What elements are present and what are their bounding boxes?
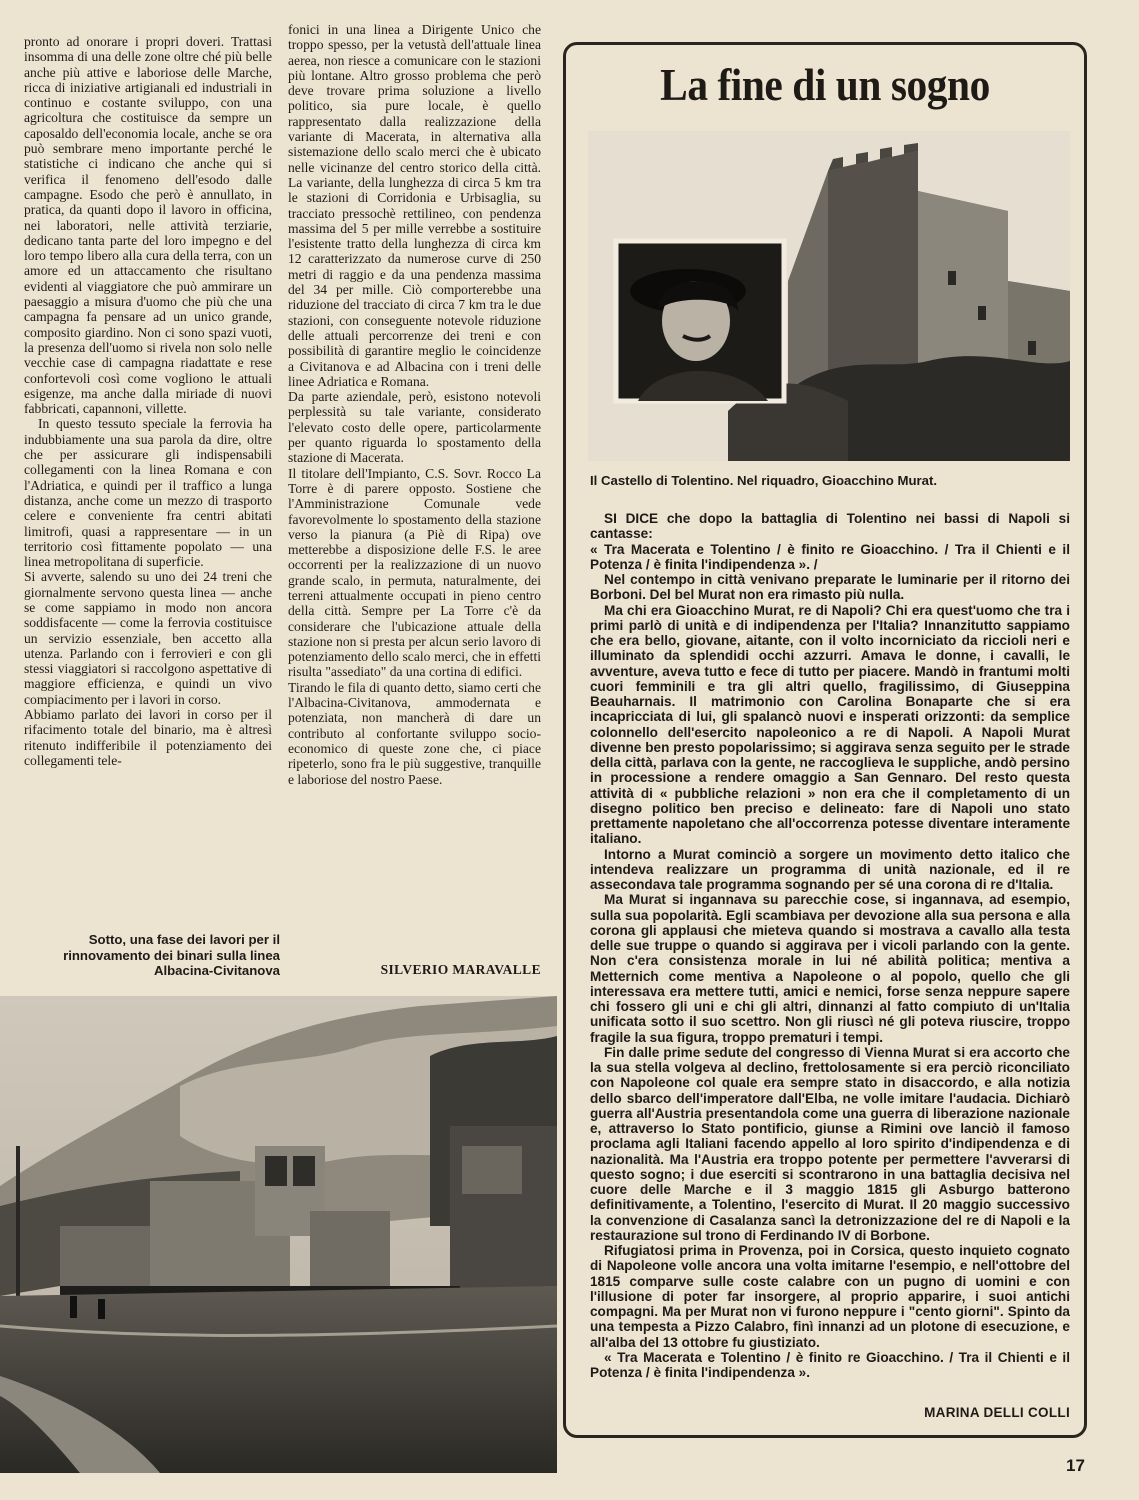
castle-photo-caption: Il Castello di Tolentino. Nel riquadro, Gioacchino Murat.	[590, 473, 938, 488]
paragraph: Da parte aziendale, però, esistono notevoli perplessità su tale variante, considerato l'elevato costo delle opere, particolarmente per quanto riguarda lo spostamento della stazione di Macerata.	[288, 389, 541, 466]
sidebar-author-signature: MARINA DELLI COLLI	[924, 1405, 1070, 1420]
page-number: 17	[1066, 1456, 1085, 1475]
paragraph: « Tra Macerata e Tolentino / è finito re Gioacchino. / Tra il Chienti e il Potenza / è finita l'indipendenza ».	[590, 1349, 1070, 1380]
paragraph: pronto ad onorare i propri doveri. Trattasi insomma di una delle zone oltre ché più belle anche più attive e laboriose delle Marche, ricca di iniziative artigianali ed industriali in continuo e costante sviluppo, con una agricoltura che costituisce da sempre un caposaldo dell'economia locale, anche se ora può sembrare meno importante perché le statistiche ci indicano che anche qui si verifica il fenomeno dell'esodo dalle campagne. Esodo che però è annullato, in pratica, da quanti dopo il lavoro in officina, nei laboratori, nelle attività terziarie, dedicano tanta parte del loro impegno e del loro tempo libero alla cura della terra, con un amore ed un attaccamento che risultano evidenti al viaggiatore che può ammirare un paesaggio a misura d'uomo che più che una campagna fa pensare ad un unico grande, composito giardino. Non ci sono spazi vuoti, la presenza dell'uomo si rivela non solo nelle vecchie case di campagna riadattate e rese confortevoli così come vogliono le attuali esigenze, ma anche dalla miriade di nuovi fabbricati, capannoni, villette.	[24, 34, 272, 417]
paragraph: SI DICE che dopo la battaglia di Tolentino nei bassi di Napoli si cantasse:	[590, 511, 1070, 542]
article-column-2	[288, 22, 541, 787]
sidebar-title: La fine di un sogno	[660, 59, 990, 110]
paragraph: Ma chi era Gioacchino Murat, re di Napoli? Chi era quest'uomo che tra i primi parlò di unità e di indipendenza per l'Italia? Innanzitutto sappiamo che era bello, giovane, aitante, con il volto incorniciato da riccioli neri e illuminato da splendidi occhi azzurri. Amava le donne, i cavalli, le avventure, aveva tutto e fece di tutto per piacere. Mandò in frantumi molti cuori femminili e tra gli altri quello, fragilissimo, di Giuseppina Beauharnais. Il matrimonio con Carolina Bonaparte che si era incapricciata di lui, gli spalancò nuovi e insperati orizzonti: da semplice colonnello dell'esercito napoleonico a re di Napoli. A Napoli Murat divenne ben presto popolarissimo; si aggirava senza seguito per le strade della città, parlava con la gente, ne raccoglieva le suppliche, andò persino in processione a rendere omaggio a San Gennaro. Del resto questa attività di « pubbliche relazioni » non era che il completamento di un disegno politico ben preciso e delineato: fare di Napoli uno stato prettamente napoletano che all'occorrenza potesse diventare interamente italiano.	[590, 602, 1070, 847]
train-photo-caption: Sotto, una fase dei lavori per il rinnovamento dei binari sulla linea Albacina-Civitanova	[63, 932, 280, 978]
paragraph: « Tra Macerata e Tolentino / è finito re Gioacchino. / Tra il Chienti e il Potenza / è finita l'indipendenza ». /	[590, 541, 1070, 572]
paragraph: Rifugiatosi prima in Provenza, poi in Corsica, questo inquieto cognato di Napoleone volle ancora una volta imitarne l'esempio, e nell'ottobre del 1815 comparve sulle coste calabre con un pugno di uomini e con l'illusione di poter far insorgere, al proprio apparire, i suoi antichi compagni. Ma per Murat non vi furono neppure i "cento giorni". Spinto da una tempesta a Pizzo Calabro, finì innanzi ad un plotone di esecuzione, e all'alba del 13 ottobre fu giustiziato.	[590, 1243, 1070, 1350]
paragraph: Nel contempo in città venivano preparate le luminarie per il ritorno dei Borboni. Del bel Murat non era rimasto più nulla.	[590, 572, 1070, 603]
paragraph: Tirando le fila di quanto detto, siamo certi che l'Albacina-Civitanova, ammodernata e potenziata, non mancherà di dare un contributo al confortante sviluppo socio-economico di queste zone che, ci piace ripeterlo, sono fra le più suggestive, tranquille e laboriose del nostro Paese.	[288, 679, 541, 787]
paragraph: Abbiamo parlato dei lavori in corso per il rifacimento totale del binario, ma è altresì ritenuto indifferibile il potenziamento dei collegamenti tele-	[24, 707, 272, 768]
article-column-1	[24, 34, 272, 768]
sidebar-box	[563, 42, 1087, 1438]
train-photo	[0, 996, 557, 1473]
author-signature: SILVERIO MARAVALLE	[380, 962, 541, 977]
castle-photo	[588, 131, 1070, 515]
paragraph: fonici in una linea a Dirigente Unico che troppo spesso, per la vetustà dell'attuale linea aerea, non riesce a comunicare con le stazioni più lontane. Altro grosso problema che però deve trovare prima soluzione a livello politico, sia pure locale, è quello rappresentato dalla realizzazione della variante di Macerata, in alternativa alla sistemazione dello scalo merci che è ubicato nelle vicinanze del centro storico della città. La variante, della lunghezza di circa 5 km tra le stazioni di Corridonia e Urbisaglia, su tracciato pressochè rettilineo, con pendenza massima del 5 per mille verrebbe a sostituire l'esistente tratto della lunghezza di circa km 12 caratterizzato da numerose curve di 250 metri di raggio e da una pendenza massima del 34 per mille. Ciò comporterebbe una riduzione del tracciato di circa 7 km tra le due stazioni, con conseguente notevole riduzione delle attuali percorrenze dei treni e con possibilità di garantire meglio le coincidenze a Civitanova e ad Albacina con i treni delle linee Adriatica e Romana.	[288, 22, 541, 389]
sidebar-text	[590, 511, 1070, 1380]
paragraph: Il titolare dell'Impianto, C.S. Sovr. Rocco La Torre è di parere opposto. Sostiene che l'Amministrazione Comunale vede favorevolmente lo spostamento della stazione verso la pianura (a Piè di Ripa) ove metterebbe a disposizione delle F.S. le aree occorrenti per la realizzazione di un nuovo grande scalo, in permuta, naturalmente, dei terreni attualmente occupati in pieno centro della città. Sempre per La Torre c'è da considerare che l'ubicazione attuale della stazione non si presta per alcun serio lavoro di potenziamento dello scalo merci, che in effetti risulta "assediato" da una cortina di edifici.	[288, 465, 541, 680]
paragraph: In questo tessuto speciale la ferrovia ha indubbiamente una sua parola da dire, oltre che per assicurare gli indispensabili collegamenti con la linea Romana e con l'Adriatica, e quindi per il traffico a lunga distanza, anche come un mezzo di trasporto celere e conveniente fra centri abitati limitrofi, quasi a rappresentare — in un territorio così fittamente popolato — una linea metropolitana di superficie.	[24, 416, 272, 570]
paragraph: Si avverte, salendo su uno dei 24 treni che giornalmente servono questa linea — anche se come sappiamo in modo non ancora soddisfacente — come la ferrovia costituisce un servizio essenziale, ben accetto alla utenza. Parlando con i ferrovieri e con gli stessi viaggiatori si raccolgono aspettative di maggiore efficienza, e quindi un vivo compiacimento per i lavori in corso.	[24, 569, 272, 707]
paragraph: Fin dalle prime sedute del congresso di Vienna Murat si era accorto che la sua stella volgeva al declino, frettolosamente si era perciò riconciliato con Napoleone col quale era sempre stato in disaccordo, e alla notizia dello sbarco dell'imperatore dall'Elba, ne volle imitare l'audacia. Dichiarò guerra all'Austria presentandola come una guerra di liberazione nazionale e, attraverso lo Stato pontificio, giunse a Rimini ove lanciò il famoso proclama agli Italiani facendo appello al loro spirito d'indipendenza e di nazionalità. Ma l'Austria era troppo potente per permettere l'avverarsi di questo sogno; i due eserciti si scontrarono in una battaglia decisiva nel cuore delle Marche e il 3 maggio 1815 gli Asburgo batterono definitivamente, a Tolentino, l'esercito di Murat. Il 20 maggio successivo la convenzione di Casalanza sancì la detronizzazione del re di Napoli e la restaurazione sul trono di Ferdinando IV di Borbone.	[590, 1044, 1070, 1243]
paragraph: Intorno a Murat cominciò a sorgere un movimento detto italico che intendeva realizzare un programma di unità nazionale, ed il re assecondava tale programma sognando per sé una corona di re d'Italia.	[590, 846, 1070, 892]
paragraph: Ma Murat si ingannava su parecchie cose, si ingannava, ad esempio, sulla sua popolarità. Egli scambiava per devozione alla sua persona e alla corona gli applausi che mieteva quando si mostrava a cavallo alla testa delle sue truppe o quando si aggirava per i vicoli parlando con la gente. Non c'era consistenza morale in lui né abilità politica; mentiva a Metternich come mentiva a Napoleone o al popolo, quello che gli interessava era mettere tutti, amici e nemici, forse senza neppure sapere chi fossero gli uni e chi gli altri, dinnanzi al fatto compiuto di un'Italia unificata sotto il suo scettro. Non gli riuscì né gli poteva riuscire, troppo fragile la sua figura, troppo prematuri i tempi.	[590, 892, 1070, 1045]
